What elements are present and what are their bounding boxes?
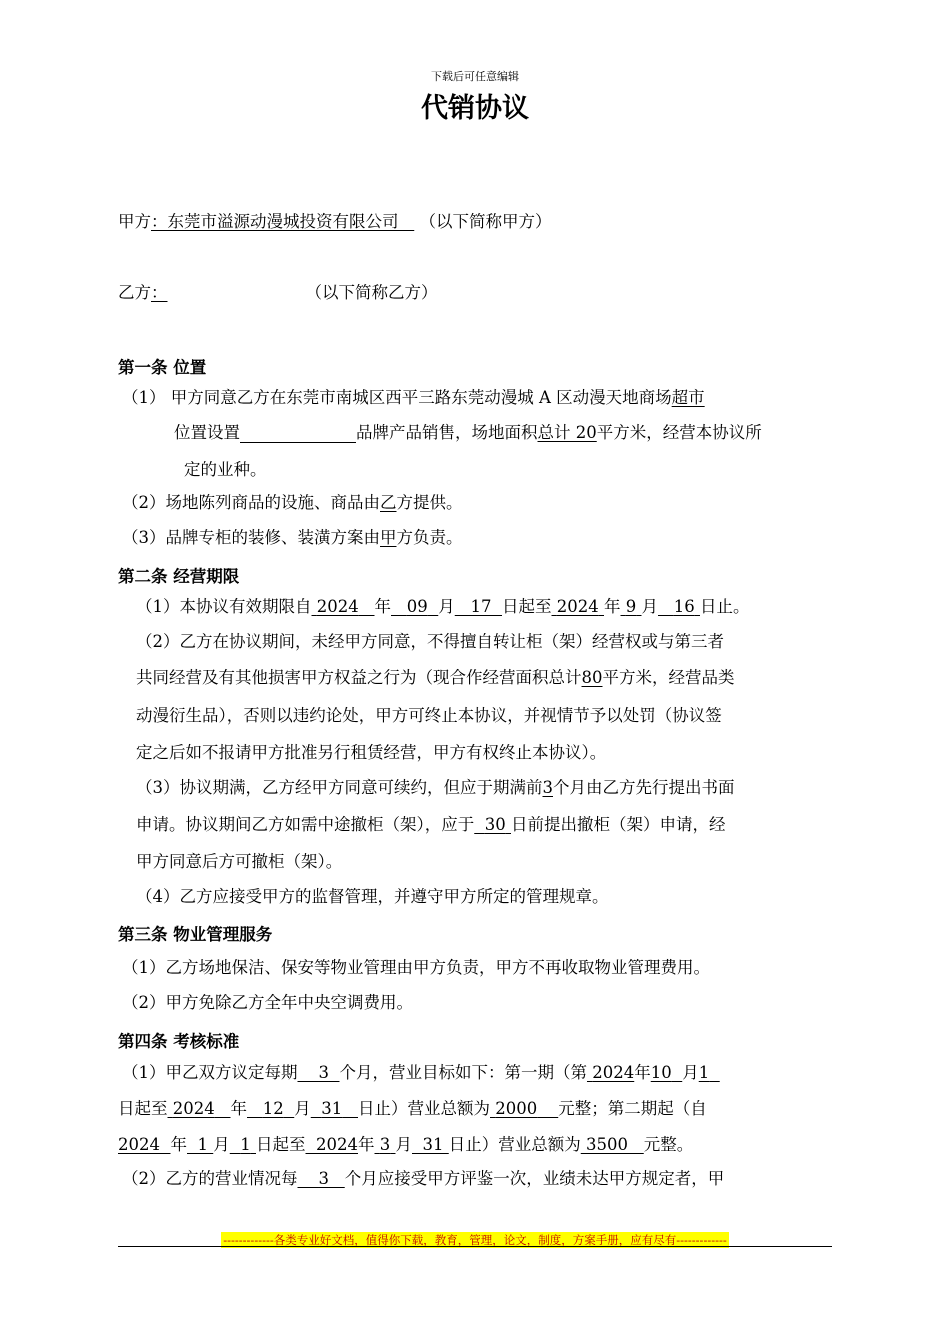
section-1-heading: 第一条 位置	[118, 358, 207, 377]
s4-p1-line2: 日起至 2024 年 12 月 31 日止）营业总额为 2000 元整；第二期起（自	[118, 1099, 707, 1118]
s1-p2: （2）场地陈列商品的设施、商品由乙方提供。	[122, 493, 463, 512]
party-b-blank: ：	[151, 283, 168, 302]
s2-p2-line3: 动漫衍生品），否则以违约论处，甲方可终止本协议，并视情节予以处罚（协议签	[136, 706, 722, 725]
s1-p1-line3: 定的业种。	[184, 460, 267, 479]
s2-p2-line1: （2）乙方在协议期间，未经甲方同意，不得擅自转让柜（架）经营权或与第三者	[136, 632, 724, 651]
s3-p2: （2）甲方免除乙方全年中央空调费用。	[122, 993, 413, 1012]
s2-p3-line2: 申请。协议期间乙方如需中途撤柜（架），应于 30 日前提出撤柜（架）申请，经	[136, 815, 726, 834]
s2-p1: （1）本协议有效期限自 2024 年 09 月 17 日起至 2024 年 9 月 16 日止。	[136, 597, 750, 616]
section-2-heading: 第二条 经营期限	[118, 567, 240, 586]
s2-p3-line3: 甲方同意后方可撤柜（架）。	[136, 852, 343, 871]
s4-p2-line1: （2）乙方的营业情况每 3 个月应接受甲方评鉴一次，业绩未达甲方规定者，甲	[122, 1169, 725, 1188]
s2-p2-line2: 共同经营及有其他损害甲方权益之行为（现合作经营面积总计80平方米，经营品类	[136, 668, 735, 687]
s1-p1-line2: 位置设置 品牌产品销售，场地面积总计 20平方米，经营本协议所	[174, 423, 762, 442]
party-b-line: 乙方： （以下简称乙方）	[118, 283, 438, 302]
s4-p1-line1: （1）甲乙双方议定每期 3 个月，营业目标如下：第一期（第 2024年10 月1	[122, 1063, 710, 1082]
s1-p3: （3）品牌专柜的装修、装潢方案由甲方负责。	[122, 528, 463, 547]
section-3-heading: 第三条 物业管理服务	[118, 925, 273, 944]
s2-p3-line1: （3）协议期满，乙方经甲方同意可续约，但应于期满前3个月由乙方先行提出书面	[136, 778, 735, 797]
s2-p4: （4）乙方应接受甲方的监督管理，并遵守甲方所定的管理规章。	[136, 887, 609, 906]
party-a-line: 甲方：东莞市溢源动漫城投资有限公司 （以下简称甲方）	[118, 212, 552, 231]
section-4-heading: 第四条 考核标准	[118, 1032, 240, 1051]
party-a-name: ：东莞市溢源动漫城投资有限公司	[151, 212, 399, 231]
document-title: 代销协议	[421, 93, 529, 124]
s1-p1-line1: （1） 甲方同意乙方在东莞市南城区西平三路东莞动漫城 A 区动漫天地商场超市	[122, 388, 705, 407]
footer-banner: -------------各类专业好文档，值得你下载，教育，管理，论文，制度，方案手册，应有尽有-------------	[223, 1233, 727, 1247]
s2-p2-line4: 定之后如不报请甲方批准另行租赁经营，甲方有权终止本协议）。	[136, 743, 607, 762]
footer-divider	[118, 1246, 832, 1247]
header-note: 下载后可任意编辑	[431, 70, 519, 83]
s4-p1-line3: 2024 年 1 月 1 日起至 2024年 3 月 31 日止）营业总额为 3500 元整。	[118, 1135, 694, 1154]
s3-p1: （1）乙方场地保洁、保安等物业管理由甲方负责，甲方不再收取物业管理费用。	[122, 958, 710, 977]
